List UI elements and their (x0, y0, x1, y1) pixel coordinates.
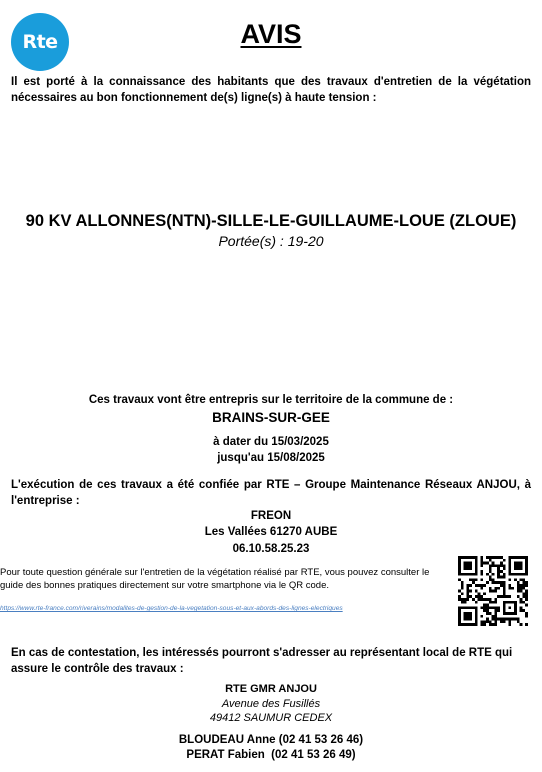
execution-paragraph: L'exécution de ces travaux a été confiée par RTE – Groupe Maintenance Réseaux ANJOU, à l'entreprise : (11, 479, 531, 507)
representative-office: RTE GMR ANJOU (225, 683, 317, 695)
contact-1: BLOUDEAU Anne (02 41 53 26 46) (178, 734, 364, 746)
page-title: AVIS (240, 19, 302, 49)
rte-logo-text: Rte (22, 31, 58, 53)
contractor-name: FREON (250, 510, 292, 522)
intro-paragraph: Il est porté à la connaissance des habitants que des travaux d'entretien de la végétation nécessaires au bon fonctionnement de(s) ligne(s) à haute tension : (11, 76, 531, 104)
date-to: jusqu'au 15/08/2025 (217, 452, 325, 464)
contest-paragraph: En cas de contestation, les intéressés pourront s'adresser au représentant local de RTE qui assure le contrôle des travaux : (11, 647, 513, 675)
representative-city: 49412 SAUMUR CEDEX (209, 712, 333, 724)
date-from: à dater du 15/03/2025 (213, 436, 329, 448)
qr-code-icon[interactable] (458, 556, 528, 626)
contact-2: PERAT Fabien (02 41 53 26 49) (186, 749, 356, 761)
spans-text: Portée(s) : 19-20 (218, 233, 324, 249)
commune-intro: Ces travaux vont être entrepris sur le territoire de la commune de : (88, 394, 454, 406)
contractor-address: Les Vallées 61270 AUBE (204, 526, 338, 538)
power-line-name: 90 KV ALLONNES(NTN)-SILLE-LE-GUILLAUME-LOUE (ZLOUE) (25, 212, 517, 230)
commune-name: BRAINS-SUR-GEE (212, 410, 330, 425)
contractor-phone: 06.10.58.25.23 (232, 543, 310, 555)
representative-street: Avenue des Fusillés (221, 698, 321, 710)
question-paragraph: Pour toute question générale sur l'entretien de la végétation réalisé par RTE, vous pouvez consulter le guide des bonnes pratiques directement sur votre smartphone via le QR code. (0, 567, 430, 591)
guide-link[interactable]: https://www.rte-france.com/riverains/modalites-de-gestion-de-la-vegetation-sous-et-aux-abords-des-lignes-electriques (0, 605, 343, 612)
